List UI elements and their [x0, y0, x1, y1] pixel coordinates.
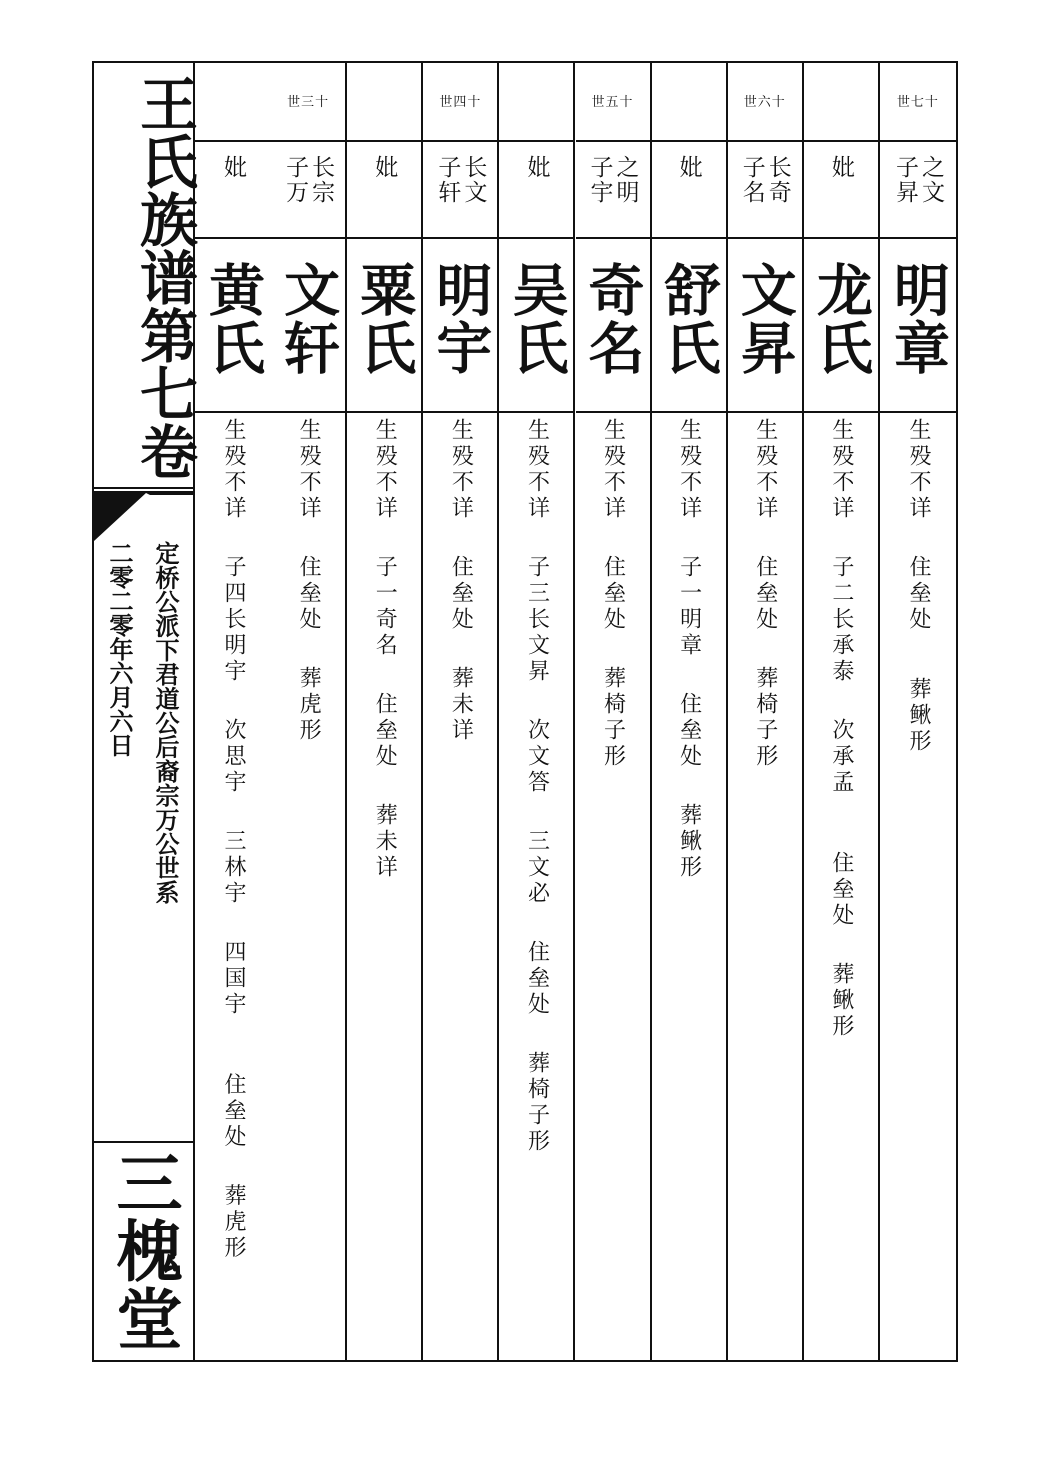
- relation-cell: [652, 155, 726, 233]
- detail-cell: [499, 418, 573, 1353]
- detail-cell: [576, 418, 650, 1353]
- person-name: 吴氏: [503, 261, 570, 377]
- detail-cell: [423, 418, 497, 1353]
- genealogy-column: [576, 63, 652, 1360]
- row-divider: [576, 140, 650, 142]
- relation-cell: [195, 155, 271, 233]
- generation-label: 世六十: [743, 95, 786, 110]
- relation-cell: [728, 155, 802, 233]
- person-name: 文昇: [731, 261, 798, 377]
- row-divider: [652, 411, 726, 413]
- relation-cell: [347, 155, 421, 233]
- row-divider: [499, 237, 573, 239]
- row-divider: [271, 140, 345, 142]
- row-divider: [423, 237, 497, 239]
- person-name: 明宇: [427, 261, 494, 377]
- name-cell: [195, 261, 271, 411]
- generation-label: 世三十: [287, 95, 330, 110]
- detail-cell: [195, 418, 271, 1353]
- relation-cell: [499, 155, 573, 233]
- row-divider: [423, 411, 497, 413]
- detail-cell: [728, 418, 802, 1353]
- name-cell: [728, 261, 802, 411]
- relation-text: 妣: [827, 155, 854, 180]
- row-divider: [499, 411, 573, 413]
- person-details: 生殁不详 住垒处 葬椅子形: [752, 418, 778, 770]
- row-divider: [347, 237, 421, 239]
- genealogy-column: [271, 63, 347, 1360]
- genealogy-column: [347, 63, 423, 1360]
- genealogy-page: [92, 61, 958, 1362]
- genealogy-column: [880, 63, 956, 1360]
- relation-text: 妣: [523, 155, 550, 180]
- name-cell: [271, 261, 345, 411]
- row-divider: [195, 140, 271, 142]
- genealogy-column: [195, 63, 271, 1360]
- row-divider: [499, 140, 573, 142]
- person-details: 生殁不详 住垒处 葬椅子形: [600, 418, 626, 770]
- detail-cell: [652, 418, 726, 1353]
- row-divider: [271, 237, 345, 239]
- relation-text: 之文 子昇: [891, 155, 944, 205]
- generation-label: 世四十: [439, 95, 482, 110]
- title-divider: [94, 487, 193, 489]
- person-name: 明章: [884, 261, 951, 377]
- row-divider: [423, 140, 497, 142]
- relation-text: 妣: [371, 155, 398, 180]
- genealogy-column: [423, 63, 499, 1360]
- detail-cell: [804, 418, 878, 1353]
- row-divider: [728, 411, 802, 413]
- relation-cell: [576, 155, 650, 233]
- row-divider: [880, 140, 956, 142]
- row-divider: [880, 237, 956, 239]
- lineage-subtitle: 定桥公派下君道公后裔宗万公世系: [151, 541, 180, 904]
- genealogy-columns: [195, 63, 956, 1360]
- row-divider: [347, 140, 421, 142]
- row-divider: [804, 411, 878, 413]
- hall-name: 三槐堂: [105, 1148, 183, 1353]
- relation-text: 妣: [675, 155, 702, 180]
- row-divider: [652, 237, 726, 239]
- person-details: 生殁不详 子一明章 住垒处 葬鳅形: [676, 418, 702, 881]
- relation-text: 妣: [220, 155, 247, 180]
- relation-text: 长宗 子万: [282, 155, 335, 205]
- person-name: 黄氏: [200, 261, 267, 377]
- detail-cell: [271, 418, 345, 1353]
- name-cell: [423, 261, 497, 411]
- genealogy-column: [652, 63, 728, 1360]
- name-cell: [347, 261, 421, 411]
- publication-date: 二零二零年六月六日: [105, 541, 134, 757]
- person-name: 龙氏: [807, 261, 874, 377]
- generation-label: 世七十: [896, 95, 939, 110]
- relation-cell: [271, 155, 345, 233]
- person-details: 生殁不详 住垒处 葬虎形: [296, 418, 322, 744]
- genealogy-column: [728, 63, 804, 1360]
- relation-text: 长奇 子名: [738, 155, 791, 205]
- row-divider: [195, 237, 271, 239]
- person-details: 生殁不详 住垒处 葬未详: [448, 418, 474, 744]
- person-name: 奇名: [579, 261, 646, 377]
- relation-text: 长文 子轩: [434, 155, 487, 205]
- relation-text: 之明 子宇: [586, 155, 639, 205]
- relation-cell: [423, 155, 497, 233]
- row-divider: [804, 237, 878, 239]
- name-cell: [880, 261, 956, 411]
- person-details: 生殁不详 子三长文昇 次文答 三文必 住垒处 葬椅子形: [524, 418, 550, 1155]
- name-cell: [652, 261, 726, 411]
- person-details: 生殁不详 子四长明宇 次思宇 三林宇 四国宇 住垒处 葬虎形: [221, 418, 247, 1262]
- detail-cell: [880, 418, 956, 1353]
- name-cell: [576, 261, 650, 411]
- row-divider: [880, 411, 956, 413]
- person-name: 舒氏: [655, 261, 722, 377]
- book-title: 王氏族谱第七卷: [130, 74, 198, 480]
- row-divider: [652, 140, 726, 142]
- person-details: 生殁不详 子二长承泰 次承孟 住垒处 葬鳅形: [828, 418, 854, 1040]
- person-name: 文轩: [275, 261, 342, 377]
- row-divider: [576, 411, 650, 413]
- row-divider: [728, 140, 802, 142]
- row-divider: [271, 411, 345, 413]
- row-divider: [728, 237, 802, 239]
- relation-cell: [804, 155, 878, 233]
- name-cell: [499, 261, 573, 411]
- name-cell: [804, 261, 878, 411]
- person-details: 生殁不详 住垒处 葬鳅形: [905, 418, 931, 755]
- spine-panel: [94, 63, 198, 1360]
- relation-cell: [880, 155, 956, 233]
- person-name: 粟氏: [351, 261, 418, 377]
- row-divider: [576, 237, 650, 239]
- detail-cell: [347, 418, 421, 1353]
- row-divider: [195, 411, 271, 413]
- person-details: 生殁不详 子一奇名 住垒处 葬未详: [372, 418, 398, 881]
- genealogy-column: [499, 63, 575, 1360]
- row-divider: [347, 411, 421, 413]
- row-divider: [804, 140, 878, 142]
- genealogy-column: [804, 63, 880, 1360]
- generation-label: 世五十: [591, 95, 634, 110]
